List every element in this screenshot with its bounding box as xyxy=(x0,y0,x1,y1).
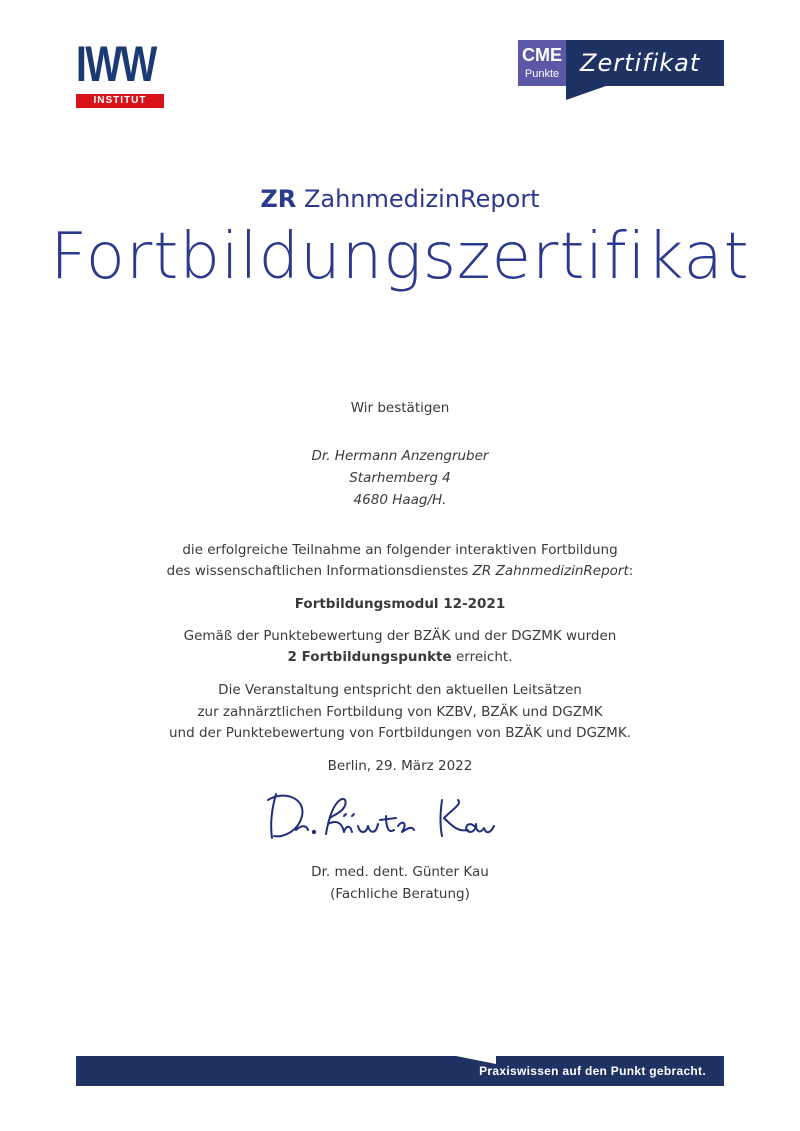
cme-subtitle: Punkte xyxy=(524,68,560,80)
guideline-line-2: zur zahnärztlichen Fortbildung von KZBV, BZÄK und DGZMK xyxy=(197,704,603,720)
points-line-1: Gemäß der Punktebewertung der BZÄK und der DGZMK wurden xyxy=(183,628,617,644)
date-place: Berlin, 29. März 2022 xyxy=(327,758,473,774)
points-value: 2 Fortbildungspunkte xyxy=(287,649,452,665)
cme-points-box xyxy=(518,40,566,86)
recipient-city: 4680 Haag/H. xyxy=(353,492,447,508)
iww-logo-mark: IWW xyxy=(76,36,156,92)
participation-line-2 xyxy=(0,561,800,581)
banner-flag-tail xyxy=(566,86,606,100)
participation-report-name: ZR ZahnmedizinReport xyxy=(472,563,629,579)
confirm-text: Wir bestätigen xyxy=(350,400,450,416)
cme-title: CME xyxy=(522,45,562,65)
participation-suffix: : xyxy=(628,563,634,579)
footer-slogan: Praxiswissen auf den Punkt gebracht. xyxy=(479,1064,706,1078)
iww-logo-institute: INSTITUT xyxy=(76,94,164,108)
report-title: ZahnmedizinReport xyxy=(303,185,540,213)
participation-line-1: die erfolgreiche Teilnahme an folgender interaktiven Fortbildung xyxy=(182,542,618,558)
module-name: Fortbildungsmodul 12-2021 xyxy=(294,596,506,612)
signatory-role: (Fachliche Beratung) xyxy=(330,886,470,902)
signatory-name: Dr. med. dent. Günter Kau xyxy=(311,864,489,880)
points-suffix: erreicht. xyxy=(451,649,513,665)
cme-certificate-badge xyxy=(518,40,724,100)
report-abbreviation: ZR xyxy=(260,185,297,213)
signature xyxy=(262,786,512,846)
footer xyxy=(76,1056,724,1086)
cme-banner-label: Zertifikat xyxy=(566,40,724,86)
iww-logo xyxy=(76,38,164,108)
guideline-line-1: Die Veranstaltung entspricht den aktuellen Leitsätzen xyxy=(218,682,582,698)
page-title: Fortbildungszertifikat xyxy=(50,220,750,294)
participation-prefix: des wissenschaftlichen Informationsdienstes xyxy=(166,563,469,579)
recipient-street: Starhemberg 4 xyxy=(349,470,451,486)
guideline-line-3: und der Punktebewertung von Fortbildungen von BZÄK und DGZMK. xyxy=(169,725,631,741)
points-line-2 xyxy=(0,647,800,667)
recipient-name: Dr. Hermann Anzengruber xyxy=(311,448,489,464)
report-name xyxy=(0,185,800,213)
